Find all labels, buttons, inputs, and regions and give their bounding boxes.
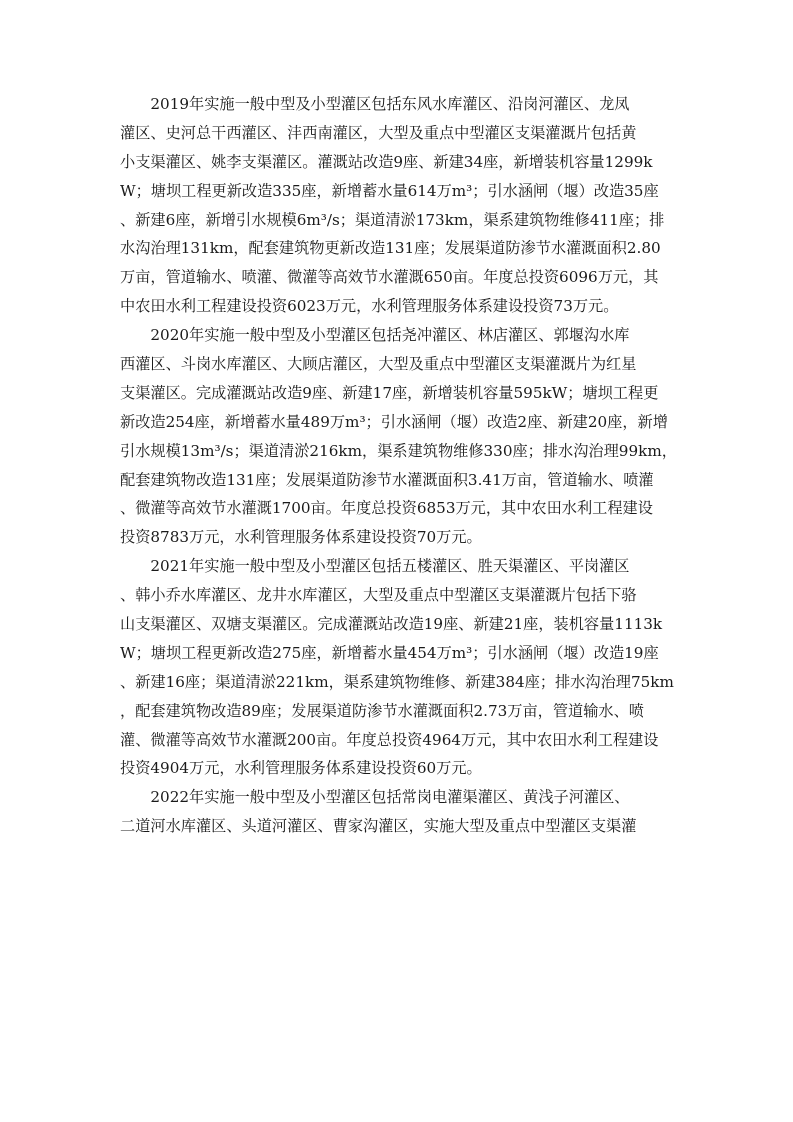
text-line: 配套建筑物改造131座；发展渠道防渗节水灌溉面积3.41万亩，管道输水、喷灌 <box>120 470 654 489</box>
text-line: ，配套建筑物改造89座；发展渠道防渗节水灌溉面积2.73万亩，管道输水、喷 <box>120 701 644 720</box>
text-line: 2019年实施一般中型及小型灌区包括东风水库灌区、沿岗河灌区、龙凤 <box>120 95 630 113</box>
paragraph-2022 <box>120 783 680 841</box>
text-line: 小支渠灌区、姚李支渠灌区。灌溉站改造9座、新建34座，新增装机容量1299k <box>120 152 653 171</box>
text-line: 二道河水库灌区、头道河灌区、曹家沟灌区，实施大型及重点中型灌区支渠灌 <box>120 817 637 836</box>
text-line: 、新建16座；渠道清淤221km，渠系建筑物维修、新建384座；排水沟治理75km <box>120 672 674 691</box>
text-line: 万亩，管道输水、喷灌、微灌等高效节水灌溉650亩。年度总投资6096万元，其 <box>120 268 659 287</box>
document-body <box>120 90 680 841</box>
text-line: 支渠灌区。完成灌溉站改造9座、新建17座，新增装机容量595kW；塘坝工程更 <box>120 383 659 402</box>
text-line: 投资8783万元，水利管理服务体系建设投资70万元。 <box>120 528 482 547</box>
text-line: 、微灌等高效节水灌溉1700亩。年度总投资6853万元，其中农田水利工程建设 <box>120 499 653 518</box>
paragraph-2021 <box>120 552 680 783</box>
text-line: 灌区、史河总干西灌区、沣西南灌区，大型及重点中型灌区支渠灌溉片包括黄 <box>120 123 637 142</box>
text-line: 中农田水利工程建设投资6023万元，水利管理服务体系建设投资73万元。 <box>120 297 619 316</box>
text-line: 水沟治理131km，配套建筑物更新改造131座；发展渠道防渗节水灌溉面积2.80 <box>120 239 661 258</box>
text-line: 引水规模13m³/s；渠道清淤216km，渠系建筑物维修330座；排水沟治理99km， <box>120 441 677 460</box>
paragraph-2019 <box>120 90 680 321</box>
text-line: W；塘坝工程更新改造335座，新增蓄水量614万m³；引水涵闸（堰）改造35座 <box>120 181 659 200</box>
text-line: 投资4904万元，水利管理服务体系建设投资60万元。 <box>120 759 482 778</box>
text-line: 西灌区、斗岗水库灌区、大顾店灌区，大型及重点中型灌区支渠灌溉片为红星 <box>120 355 637 374</box>
text-line: W；塘坝工程更新改造275座，新增蓄水量454万m³；引水涵闸（堰）改造19座 <box>120 643 659 662</box>
text-line: 山支渠灌区、双塘支渠灌区。完成灌溉站改造19座、新建21座，装机容量1113k <box>120 615 663 634</box>
text-line: 灌、微灌等高效节水灌溉200亩。年度总投资4964万元，其中农田水利工程建设 <box>120 730 659 749</box>
text-line: 2021年实施一般中型及小型灌区包括五楼灌区、胜天渠灌区、平岗灌区 <box>120 557 630 576</box>
paragraph-2020 <box>120 321 680 552</box>
text-line: 2022年实施一般中型及小型灌区包括常岗电灌渠灌区、黄浅子河灌区、 <box>120 788 630 807</box>
text-line: 、新建6座，新增引水规模6m³/s；渠道清淤173km，渠系建筑物维修411座；排 <box>120 210 665 229</box>
text-line: 2020年实施一般中型及小型灌区包括尧冲灌区、林店灌区、郭堰沟水库 <box>120 326 630 345</box>
text-line: 新改造254座，新增蓄水量489万m³；引水涵闸（堰）改造2座、新建20座，新增 <box>120 412 668 431</box>
text-line: 、韩小乔水库灌区、龙井水库灌区，大型及重点中型灌区支渠灌溉片包括下骆 <box>120 586 637 605</box>
